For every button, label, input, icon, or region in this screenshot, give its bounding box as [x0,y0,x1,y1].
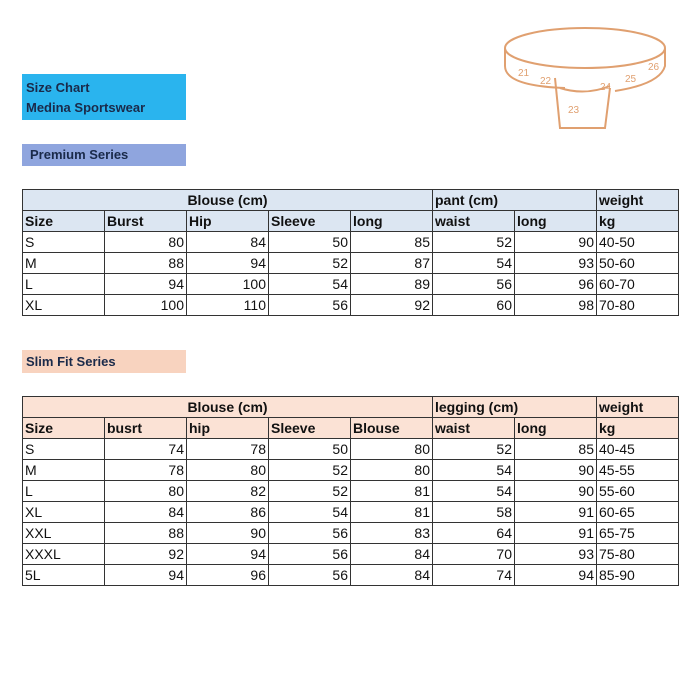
table-cell: 80 [105,481,187,502]
column-header: long [515,211,597,232]
table-cell: 93 [515,544,597,565]
table-row [23,460,679,481]
table-row [23,544,679,565]
column-header: Size [23,211,105,232]
table-cell: 81 [351,481,433,502]
table-cell: 40-50 [597,232,679,253]
table-cell: 86 [187,502,269,523]
table-cell: 96 [515,274,597,295]
group-header-row [23,397,679,418]
column-header: Sleeve [269,211,351,232]
group-header-row [23,190,679,211]
table-cell: 56 [269,544,351,565]
column-header-row [23,211,679,232]
table-cell: 80 [351,439,433,460]
table-cell: XL [23,502,105,523]
column-header: kg [597,418,679,439]
measuring-tape-icon [500,18,675,133]
table-cell: 88 [105,523,187,544]
table-cell: 60-65 [597,502,679,523]
table-cell: 65-75 [597,523,679,544]
column-header: hip [187,418,269,439]
table-cell: 90 [515,481,597,502]
column-header: waist [433,418,515,439]
group-header: legging (cm) [433,397,597,418]
table-cell: 87 [351,253,433,274]
table-cell: 56 [433,274,515,295]
table-cell: 88 [105,253,187,274]
table-cell: 94 [187,253,269,274]
table-cell: L [23,481,105,502]
table-cell: 91 [515,523,597,544]
table-cell: 90 [515,460,597,481]
group-header: Blouse (cm) [23,190,433,211]
table-cell: 90 [187,523,269,544]
table-cell: 93 [515,253,597,274]
group-header: weight [597,397,679,418]
table-cell: M [23,253,105,274]
table-cell: 78 [105,460,187,481]
brand-name: Medina Sportswear [26,100,146,115]
table-row [23,439,679,460]
table-cell: 74 [433,565,515,586]
premium-series-label: Premium Series [22,144,186,166]
slim-fit-series-label: Slim Fit Series [22,350,186,373]
table-cell: 56 [269,565,351,586]
table-row [23,295,679,316]
column-header: kg [597,211,679,232]
table-cell: 52 [433,439,515,460]
column-header: long [351,211,433,232]
table-cell: 80 [105,232,187,253]
table-cell: 84 [187,232,269,253]
table-cell: 94 [105,565,187,586]
table-cell: 91 [515,502,597,523]
table-cell: 58 [433,502,515,523]
table-cell: 5L [23,565,105,586]
table-cell: 64 [433,523,515,544]
group-header: weight [597,190,679,211]
table-cell: 89 [351,274,433,295]
chart-title: Size Chart [26,80,90,95]
table-cell: XXXL [23,544,105,565]
tape-number: 26 [648,62,660,73]
slim-fit-size-table [22,396,679,586]
table-cell: 80 [351,460,433,481]
table-cell: 54 [433,253,515,274]
column-header: Sleeve [269,418,351,439]
table-cell: 84 [351,565,433,586]
table-cell: 100 [105,295,187,316]
table-cell: 50-60 [597,253,679,274]
table-cell: 90 [515,232,597,253]
column-header: waist [433,211,515,232]
table-cell: 96 [187,565,269,586]
table-cell: 81 [351,502,433,523]
table-cell: 74 [105,439,187,460]
column-header: Size [23,418,105,439]
table-cell: 60 [433,295,515,316]
column-header: long [515,418,597,439]
table-cell: S [23,439,105,460]
table-cell: 98 [515,295,597,316]
table-cell: 85 [351,232,433,253]
table-cell: 56 [269,523,351,544]
table-row [23,502,679,523]
table-cell: 92 [351,295,433,316]
table-row [23,523,679,544]
table-cell: S [23,232,105,253]
table-cell: 56 [269,295,351,316]
table-cell: XL [23,295,105,316]
table-row [23,481,679,502]
table-cell: L [23,274,105,295]
premium-size-table [22,189,679,316]
tape-number: 24 [600,82,612,93]
table-cell: 70 [433,544,515,565]
title-box [22,74,186,120]
table-row [23,253,679,274]
table-cell: 40-45 [597,439,679,460]
table-row [23,565,679,586]
table-cell: 78 [187,439,269,460]
table-cell: 54 [269,274,351,295]
column-header-row [23,418,679,439]
table-cell: 82 [187,481,269,502]
table-cell: 52 [433,232,515,253]
tape-number: 25 [625,74,637,85]
table-cell: 54 [433,481,515,502]
column-header: Hip [187,211,269,232]
table-cell: 55-60 [597,481,679,502]
table-cell: 52 [269,481,351,502]
tape-number: 21 [518,68,530,79]
table-cell: 100 [187,274,269,295]
table-cell: 110 [187,295,269,316]
table-cell: 54 [433,460,515,481]
column-header: Blouse [351,418,433,439]
table-cell: 60-70 [597,274,679,295]
table-cell: 52 [269,460,351,481]
table-cell: 94 [105,274,187,295]
table-cell: 92 [105,544,187,565]
table-cell: 45-55 [597,460,679,481]
table-cell: 84 [351,544,433,565]
column-header: Burst [105,211,187,232]
group-header: Blouse (cm) [23,397,433,418]
table-cell: 85 [515,439,597,460]
table-cell: M [23,460,105,481]
table-cell: 80 [187,460,269,481]
table-cell: 94 [515,565,597,586]
table-cell: 85-90 [597,565,679,586]
table-cell: XXL [23,523,105,544]
table-cell: 94 [187,544,269,565]
table-cell: 52 [269,253,351,274]
table-cell: 83 [351,523,433,544]
table-cell: 84 [105,502,187,523]
column-header: busrt [105,418,187,439]
table-cell: 70-80 [597,295,679,316]
table-cell: 50 [269,232,351,253]
table-cell: 50 [269,439,351,460]
group-header: pant (cm) [433,190,597,211]
tape-number: 22 [540,76,552,87]
tape-number: 23 [568,105,580,116]
table-cell: 75-80 [597,544,679,565]
table-row [23,274,679,295]
table-cell: 54 [269,502,351,523]
table-row [23,232,679,253]
